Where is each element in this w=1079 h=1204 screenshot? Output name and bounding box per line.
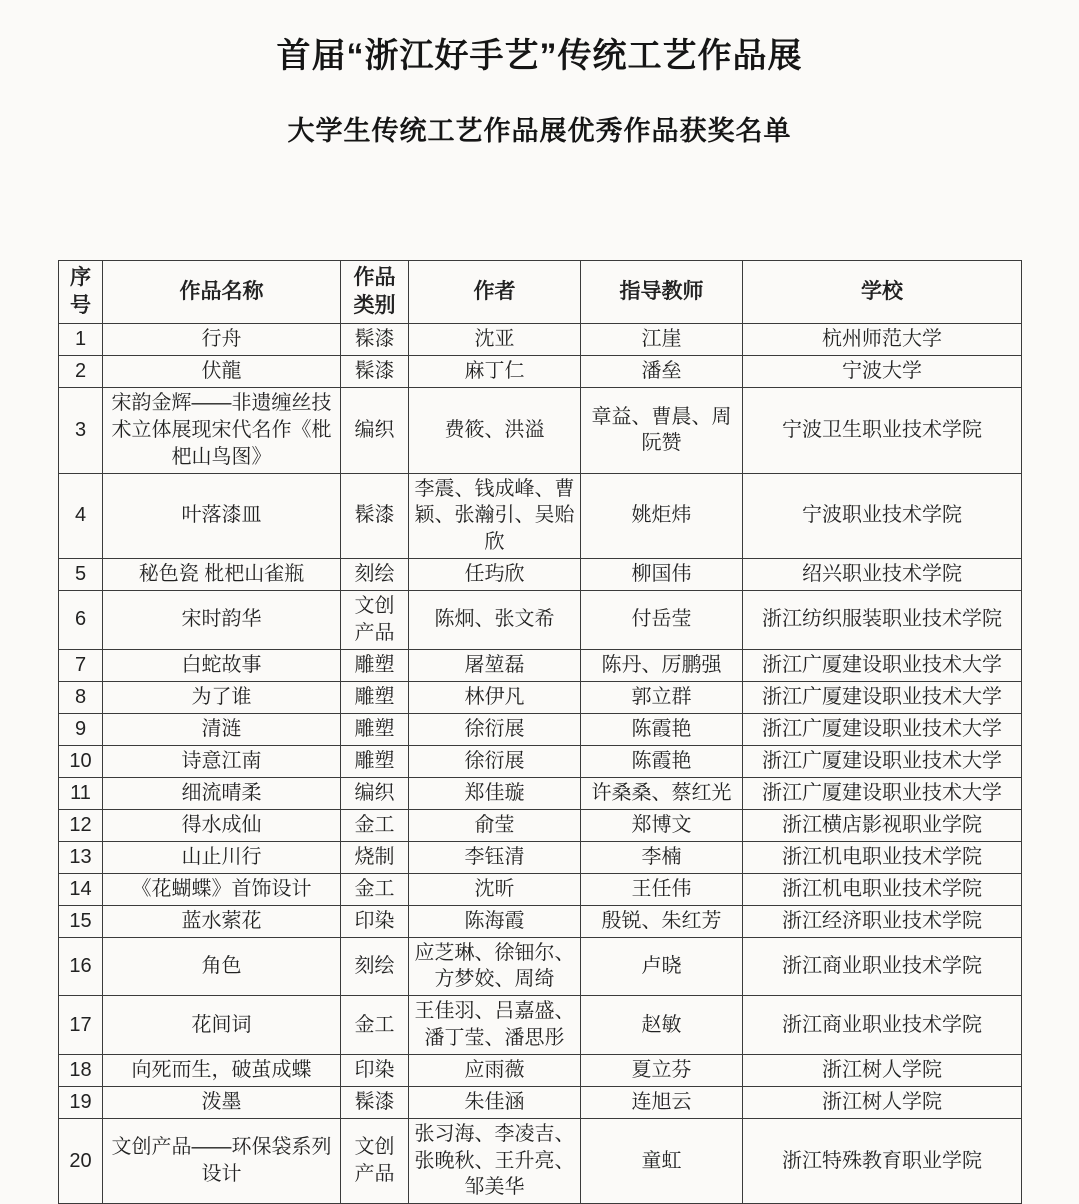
table-cell: 髹漆 xyxy=(341,356,409,388)
table-cell: 应芝琳、徐钿尔、方梦姣、周绮 xyxy=(409,937,581,996)
table-row xyxy=(59,873,1022,905)
table-cell: 8 xyxy=(59,681,103,713)
table-cell: 清涟 xyxy=(103,713,341,745)
column-header-school: 学校 xyxy=(743,261,1022,324)
table-cell: 王任伟 xyxy=(581,873,743,905)
table-cell: 蓝水萦花 xyxy=(103,905,341,937)
table-cell: 浙江商业职业技术学院 xyxy=(743,996,1022,1055)
table-cell: 浙江特殊教育职业学院 xyxy=(743,1118,1022,1203)
table-cell: 雕塑 xyxy=(341,713,409,745)
table-cell: 浙江商业职业技术学院 xyxy=(743,937,1022,996)
column-header-index: 序号 xyxy=(59,261,103,324)
table-cell: 付岳莹 xyxy=(581,591,743,650)
table-row xyxy=(59,1118,1022,1203)
table-cell: 花间词 xyxy=(103,996,341,1055)
table-cell: 编织 xyxy=(341,388,409,473)
table-cell: 李楠 xyxy=(581,841,743,873)
table-row xyxy=(59,809,1022,841)
table-cell: 18 xyxy=(59,1054,103,1086)
table-cell: 郭立群 xyxy=(581,681,743,713)
table-row xyxy=(59,473,1022,558)
table-cell: 张习海、李凌吉、张晚秋、王升亮、邹美华 xyxy=(409,1118,581,1203)
table-cell: 王佳羽、吕嘉盛、潘丁莹、潘思彤 xyxy=(409,996,581,1055)
table-cell: 郑佳璇 xyxy=(409,777,581,809)
table-row xyxy=(59,937,1022,996)
table-cell: 浙江机电职业技术学院 xyxy=(743,841,1022,873)
table-cell: 郑博文 xyxy=(581,809,743,841)
table-cell: 许桑桑、蔡红光 xyxy=(581,777,743,809)
table-cell: 陈炯、张文希 xyxy=(409,591,581,650)
table-cell: 11 xyxy=(59,777,103,809)
table-cell: 17 xyxy=(59,996,103,1055)
table-cell: 李震、钱成峰、曹颖、张瀚引、吴贻欣 xyxy=(409,473,581,558)
table-cell: 髹漆 xyxy=(341,324,409,356)
table-cell: 杭州师范大学 xyxy=(743,324,1022,356)
table-cell: 10 xyxy=(59,745,103,777)
table-cell: 殷锐、朱红芳 xyxy=(581,905,743,937)
table-cell: 卢晓 xyxy=(581,937,743,996)
table-row xyxy=(59,591,1022,650)
table-cell: 金工 xyxy=(341,809,409,841)
table-cell: 柳国伟 xyxy=(581,559,743,591)
table-cell: 秘色瓷 枇杷山雀瓶 xyxy=(103,559,341,591)
table-cell: 《花蝴蝶》首饰设计 xyxy=(103,873,341,905)
table-row xyxy=(59,356,1022,388)
table-cell: 宋时韵华 xyxy=(103,591,341,650)
column-header-category: 作品类别 xyxy=(341,261,409,324)
table-row xyxy=(59,1086,1022,1118)
table-row xyxy=(59,388,1022,473)
table-cell: 赵敏 xyxy=(581,996,743,1055)
table-cell: 童虹 xyxy=(581,1118,743,1203)
document-title: 首届“浙江好手艺”传统工艺作品展 xyxy=(276,37,803,75)
table-cell: 沈昕 xyxy=(409,873,581,905)
table-cell: 雕塑 xyxy=(341,649,409,681)
table-cell: 文创产品 xyxy=(341,1118,409,1203)
table-cell: 20 xyxy=(59,1118,103,1203)
table-cell: 夏立芬 xyxy=(581,1054,743,1086)
table-cell: 烧制 xyxy=(341,841,409,873)
table-cell: 编织 xyxy=(341,777,409,809)
awards-table xyxy=(58,260,1022,1204)
table-cell: 文创产品——环保袋系列设计 xyxy=(103,1118,341,1203)
table-cell: 14 xyxy=(59,873,103,905)
table-cell: 陈丹、厉鹏强 xyxy=(581,649,743,681)
table-cell: 髹漆 xyxy=(341,473,409,558)
table-cell: 9 xyxy=(59,713,103,745)
table-cell: 金工 xyxy=(341,873,409,905)
table-cell: 刻绘 xyxy=(341,559,409,591)
table-cell: 5 xyxy=(59,559,103,591)
table-cell: 浙江广厦建设职业技术大学 xyxy=(743,777,1022,809)
table-cell: 雕塑 xyxy=(341,681,409,713)
table-cell: 山止川行 xyxy=(103,841,341,873)
table-cell: 15 xyxy=(59,905,103,937)
table-row xyxy=(59,681,1022,713)
table-cell: 潘垒 xyxy=(581,356,743,388)
table-cell: 细流晴柔 xyxy=(103,777,341,809)
column-header-advisor: 指导教师 xyxy=(581,261,743,324)
table-cell: 浙江机电职业技术学院 xyxy=(743,873,1022,905)
table-cell: 为了谁 xyxy=(103,681,341,713)
table-header-row xyxy=(59,261,1022,324)
table-cell: 屠堃磊 xyxy=(409,649,581,681)
table-cell: 姚炬炜 xyxy=(581,473,743,558)
table-cell: 1 xyxy=(59,324,103,356)
document-subtitle: 大学生传统工艺作品展优秀作品获奖名单 xyxy=(287,116,792,146)
table-cell: 朱佳涵 xyxy=(409,1086,581,1118)
table-cell: 俞莹 xyxy=(409,809,581,841)
table-cell: 绍兴职业技术学院 xyxy=(743,559,1022,591)
table-cell: 宁波大学 xyxy=(743,356,1022,388)
table-row xyxy=(59,1054,1022,1086)
table-cell: 髹漆 xyxy=(341,1086,409,1118)
table-cell: 印染 xyxy=(341,1054,409,1086)
table-cell: 角色 xyxy=(103,937,341,996)
table-cell: 刻绘 xyxy=(341,937,409,996)
table-cell: 连旭云 xyxy=(581,1086,743,1118)
table-cell: 徐衍展 xyxy=(409,713,581,745)
table-row xyxy=(59,649,1022,681)
table-cell: 费筱、洪溢 xyxy=(409,388,581,473)
table-cell: 得水成仙 xyxy=(103,809,341,841)
table-cell: 浙江广厦建设职业技术大学 xyxy=(743,713,1022,745)
table-cell: 浙江树人学院 xyxy=(743,1054,1022,1086)
table-cell: 宁波卫生职业技术学院 xyxy=(743,388,1022,473)
table-cell: 6 xyxy=(59,591,103,650)
table-cell: 徐衍展 xyxy=(409,745,581,777)
table-cell: 3 xyxy=(59,388,103,473)
table-cell: 2 xyxy=(59,356,103,388)
column-header-author: 作者 xyxy=(409,261,581,324)
table-cell: 向死而生，破茧成蝶 xyxy=(103,1054,341,1086)
table-row xyxy=(59,324,1022,356)
table-body xyxy=(59,324,1022,1204)
table-row xyxy=(59,905,1022,937)
table-cell: 7 xyxy=(59,649,103,681)
table-cell: 白蛇故事 xyxy=(103,649,341,681)
table-cell: 章益、曹晨、周阮赞 xyxy=(581,388,743,473)
table-cell: 4 xyxy=(59,473,103,558)
table-row xyxy=(59,559,1022,591)
table-cell: 浙江广厦建设职业技术大学 xyxy=(743,681,1022,713)
table-cell: 16 xyxy=(59,937,103,996)
table-cell: 应雨薇 xyxy=(409,1054,581,1086)
table-row xyxy=(59,841,1022,873)
table-cell: 宁波职业技术学院 xyxy=(743,473,1022,558)
table-cell: 任玙欣 xyxy=(409,559,581,591)
table-cell: 林伊凡 xyxy=(409,681,581,713)
table-cell: 李钰清 xyxy=(409,841,581,873)
table-row xyxy=(59,777,1022,809)
table-cell: 诗意江南 xyxy=(103,745,341,777)
table-cell: 叶落漆皿 xyxy=(103,473,341,558)
table-row xyxy=(59,996,1022,1055)
table-cell: 行舟 xyxy=(103,324,341,356)
table-cell: 浙江树人学院 xyxy=(743,1086,1022,1118)
table-cell: 麻丁仁 xyxy=(409,356,581,388)
table-cell: 伏龍 xyxy=(103,356,341,388)
table-cell: 浙江广厦建设职业技术大学 xyxy=(743,649,1022,681)
table-cell: 陈霞艳 xyxy=(581,713,743,745)
table-row xyxy=(59,745,1022,777)
table-cell: 19 xyxy=(59,1086,103,1118)
table-cell: 浙江横店影视职业学院 xyxy=(743,809,1022,841)
table-cell: 宋韵金辉——非遗缠丝技术立体展现宋代名作《枇杷山鸟图》 xyxy=(103,388,341,473)
table-cell: 陈海霞 xyxy=(409,905,581,937)
table-cell: 金工 xyxy=(341,996,409,1055)
table-row xyxy=(59,713,1022,745)
table-cell: 12 xyxy=(59,809,103,841)
table-cell: 雕塑 xyxy=(341,745,409,777)
table-cell: 印染 xyxy=(341,905,409,937)
table-cell: 13 xyxy=(59,841,103,873)
table-cell: 沈亚 xyxy=(409,324,581,356)
column-header-work: 作品名称 xyxy=(103,261,341,324)
table-cell: 陈霞艳 xyxy=(581,745,743,777)
table-cell: 文创产品 xyxy=(341,591,409,650)
table-cell: 江崖 xyxy=(581,324,743,356)
table-cell: 浙江广厦建设职业技术大学 xyxy=(743,745,1022,777)
table-cell: 浙江经济职业技术学院 xyxy=(743,905,1022,937)
table-cell: 浙江纺织服装职业技术学院 xyxy=(743,591,1022,650)
table-cell: 泼墨 xyxy=(103,1086,341,1118)
